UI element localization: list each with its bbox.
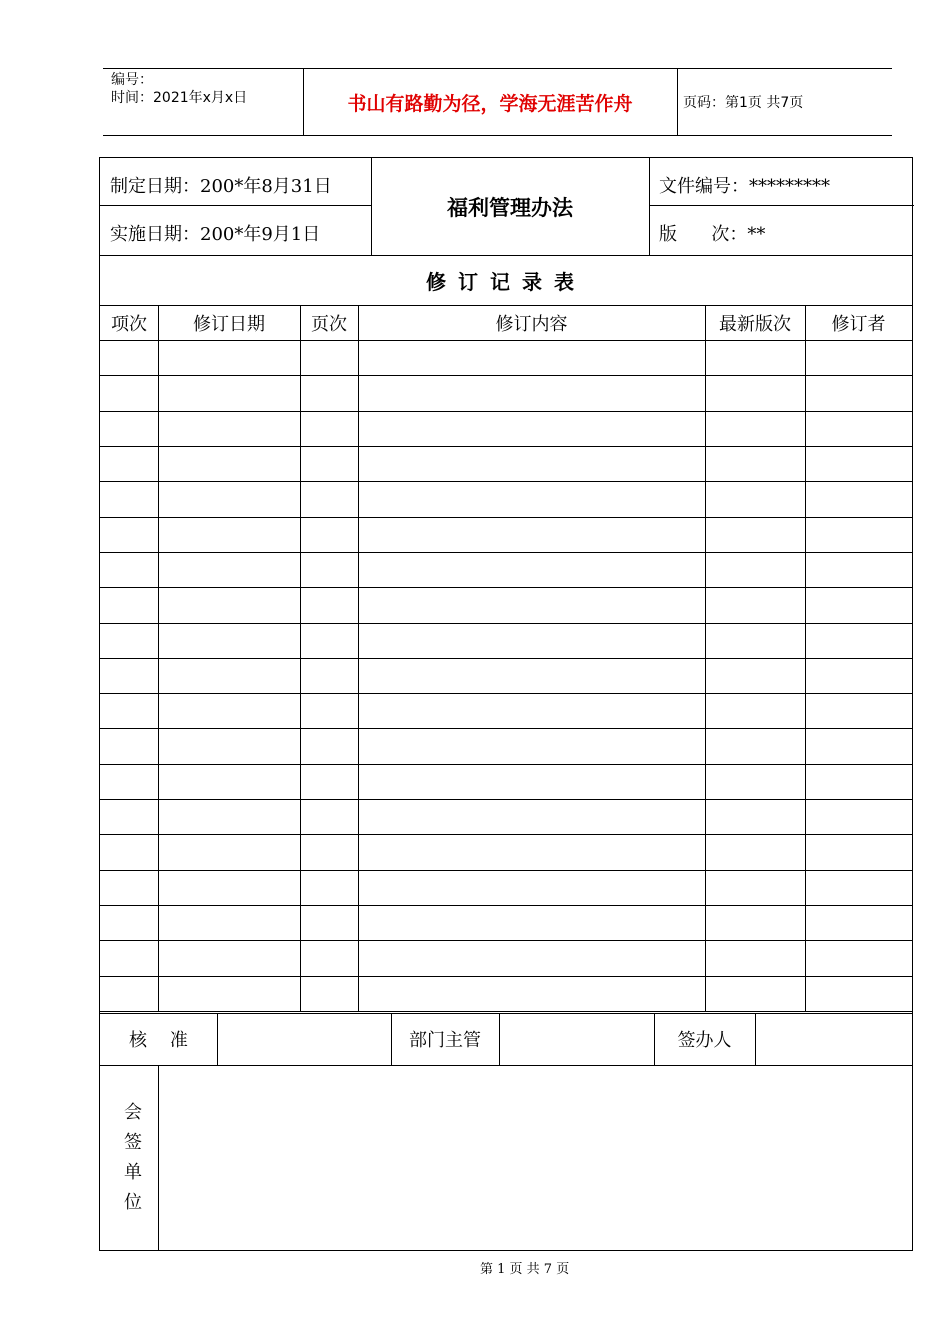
version: 版 次：** — [659, 224, 766, 245]
table-cell[interactable] — [159, 871, 299, 904]
table-cell[interactable] — [101, 941, 157, 974]
table-cell[interactable] — [806, 553, 911, 586]
table-cell[interactable] — [359, 341, 704, 374]
dept-manager-label: 部门主管 — [409, 1030, 481, 1051]
table-cell[interactable] — [806, 800, 911, 833]
table-cell[interactable] — [706, 694, 804, 727]
table-cell[interactable] — [706, 871, 804, 904]
table-cell[interactable] — [359, 376, 704, 409]
countersign-char: 签 — [124, 1132, 142, 1153]
countersign-label — [123, 1098, 143, 1218]
table-cell[interactable] — [101, 341, 157, 374]
col-header: 项次 — [111, 314, 147, 335]
table-cell[interactable] — [359, 412, 704, 445]
table-cell[interactable] — [301, 800, 357, 833]
header-divider — [677, 69, 678, 135]
table-cell[interactable] — [301, 694, 357, 727]
table-cell[interactable] — [101, 800, 157, 833]
table-cell[interactable] — [359, 553, 704, 586]
table-cell[interactable] — [706, 941, 804, 974]
signer-field[interactable] — [755, 1013, 912, 1065]
table-cell[interactable] — [359, 800, 704, 833]
table-cell[interactable] — [301, 447, 357, 480]
table-cell[interactable] — [159, 553, 299, 586]
countersign-char: 位 — [124, 1192, 142, 1213]
approval-top-line — [100, 1011, 912, 1012]
page-header — [103, 68, 892, 136]
table-cell[interactable] — [301, 518, 357, 551]
table-cell[interactable] — [159, 518, 299, 551]
table-cell[interactable] — [706, 765, 804, 798]
header-motto: 书山有路勤为径，学海无涯苦作舟 — [347, 92, 633, 115]
table-cell[interactable] — [359, 977, 704, 1010]
table-cell[interactable] — [101, 871, 157, 904]
table-cell[interactable] — [706, 624, 804, 657]
file-number: 文件编号：********* — [659, 176, 830, 197]
table-cell[interactable] — [359, 729, 704, 762]
col-header: 修订日期 — [193, 314, 265, 335]
table-cell[interactable] — [159, 800, 299, 833]
table-cell[interactable] — [101, 835, 157, 868]
table-cell[interactable] — [159, 765, 299, 798]
table-cell[interactable] — [101, 694, 157, 727]
table-cell[interactable] — [806, 941, 911, 974]
table-cell[interactable] — [359, 588, 704, 621]
table-cell[interactable] — [159, 906, 299, 939]
countersign-char: 单 — [124, 1162, 142, 1183]
table-cell[interactable] — [301, 588, 357, 621]
table-cell[interactable] — [101, 729, 157, 762]
countersign-field[interactable] — [159, 1066, 912, 1250]
table-cell[interactable] — [706, 729, 804, 762]
table-cell[interactable] — [101, 412, 157, 445]
table-cell[interactable] — [301, 341, 357, 374]
info-divider — [649, 158, 650, 255]
countersign-char: 会 — [124, 1102, 142, 1123]
table-cell[interactable] — [359, 906, 704, 939]
col-header: 修订内容 — [495, 314, 568, 335]
revision-form — [99, 157, 913, 1251]
table-cell[interactable] — [806, 482, 911, 515]
header-page-info: 页码：第1页 共7页 — [683, 95, 804, 111]
table-cell[interactable] — [806, 412, 911, 445]
table-cell[interactable] — [359, 871, 704, 904]
table-cell[interactable] — [359, 518, 704, 551]
table-cell[interactable] — [806, 977, 911, 1010]
table-cell[interactable] — [101, 624, 157, 657]
table-cell[interactable] — [359, 482, 704, 515]
table-cell[interactable] — [301, 624, 357, 657]
table-cell[interactable] — [101, 376, 157, 409]
approve-field[interactable] — [217, 1013, 391, 1065]
table-cell[interactable] — [159, 482, 299, 515]
table-cell[interactable] — [101, 659, 157, 692]
col-header: 页次 — [311, 314, 347, 335]
table-cell[interactable] — [806, 447, 911, 480]
table-cell[interactable] — [806, 729, 911, 762]
table-cell[interactable] — [101, 447, 157, 480]
table-cell[interactable] — [101, 977, 157, 1010]
header-meta — [111, 71, 247, 107]
table-cell[interactable] — [159, 376, 299, 409]
table-cell[interactable] — [301, 376, 357, 409]
table-cell[interactable] — [706, 518, 804, 551]
table-cell[interactable] — [159, 694, 299, 727]
table-cell[interactable] — [301, 553, 357, 586]
info-row-line — [649, 205, 914, 206]
table-cell[interactable] — [806, 376, 911, 409]
table-cell[interactable] — [706, 800, 804, 833]
number-label: 编号： — [111, 72, 153, 88]
table-cell[interactable] — [101, 906, 157, 939]
table-cell[interactable] — [159, 729, 299, 762]
table-cell[interactable] — [301, 765, 357, 798]
table-cell[interactable] — [706, 588, 804, 621]
table-cell[interactable] — [301, 871, 357, 904]
table-cell[interactable] — [159, 588, 299, 621]
info-row-line — [100, 205, 371, 206]
table-cell[interactable] — [101, 553, 157, 586]
page-footer: 第 1 页 共 7 页 — [480, 1262, 570, 1277]
table-cell[interactable] — [359, 835, 704, 868]
table-cell[interactable] — [706, 977, 804, 1010]
table-cell[interactable] — [159, 341, 299, 374]
table-cell[interactable] — [159, 447, 299, 480]
approve-label: 核 准 — [129, 1030, 188, 1051]
table-cell[interactable] — [301, 977, 357, 1010]
document-title: 福利管理办法 — [447, 195, 573, 220]
table-cell[interactable] — [806, 659, 911, 692]
table-cell[interactable] — [359, 765, 704, 798]
table-cell[interactable] — [301, 906, 357, 939]
table-cell[interactable] — [359, 624, 704, 657]
table-cell[interactable] — [806, 765, 911, 798]
table-cell[interactable] — [159, 412, 299, 445]
table-cell[interactable] — [101, 765, 157, 798]
table-cell[interactable] — [301, 835, 357, 868]
table-cell[interactable] — [706, 835, 804, 868]
table-cell[interactable] — [101, 518, 157, 551]
col-header: 最新版次 — [719, 314, 791, 335]
table-cell[interactable] — [301, 941, 357, 974]
table-cell[interactable] — [806, 341, 911, 374]
time-label: 时间：2021年x月x日 — [111, 90, 248, 106]
made-date: 制定日期：200*年8月31日 — [110, 176, 332, 197]
table-cell[interactable] — [806, 624, 911, 657]
col-header: 修订者 — [831, 314, 886, 335]
table-cell[interactable] — [806, 906, 911, 939]
table-cell[interactable] — [706, 376, 804, 409]
table-cell[interactable] — [706, 553, 804, 586]
table-cell[interactable] — [706, 659, 804, 692]
table-cell[interactable] — [159, 659, 299, 692]
table-cell[interactable] — [301, 482, 357, 515]
record-title: 修订记录表 — [426, 270, 586, 294]
table-cell[interactable] — [359, 659, 704, 692]
signer-label: 签办人 — [677, 1030, 732, 1051]
table-cell[interactable] — [101, 588, 157, 621]
table-cell[interactable] — [806, 835, 911, 868]
table-cell[interactable] — [159, 977, 299, 1010]
table-cell[interactable] — [159, 941, 299, 974]
table-cell[interactable] — [706, 482, 804, 515]
table-cell[interactable] — [101, 482, 157, 515]
impl-date: 实施日期：200*年9月1日 — [110, 224, 321, 245]
table-cell[interactable] — [359, 941, 704, 974]
table-cell[interactable] — [301, 659, 357, 692]
table-cell[interactable] — [706, 447, 804, 480]
table-cell[interactable] — [706, 906, 804, 939]
table-cell[interactable] — [301, 412, 357, 445]
table-cell[interactable] — [706, 341, 804, 374]
table-cell[interactable] — [706, 412, 804, 445]
table-cell[interactable] — [159, 835, 299, 868]
table-cell[interactable] — [806, 588, 911, 621]
table-cell[interactable] — [806, 518, 911, 551]
table-cell[interactable] — [806, 694, 911, 727]
table-cell[interactable] — [301, 729, 357, 762]
dept-manager-field[interactable] — [499, 1013, 654, 1065]
table-cell[interactable] — [359, 694, 704, 727]
table-cell[interactable] — [359, 447, 704, 480]
table-cell[interactable] — [159, 624, 299, 657]
table-cell[interactable] — [806, 871, 911, 904]
